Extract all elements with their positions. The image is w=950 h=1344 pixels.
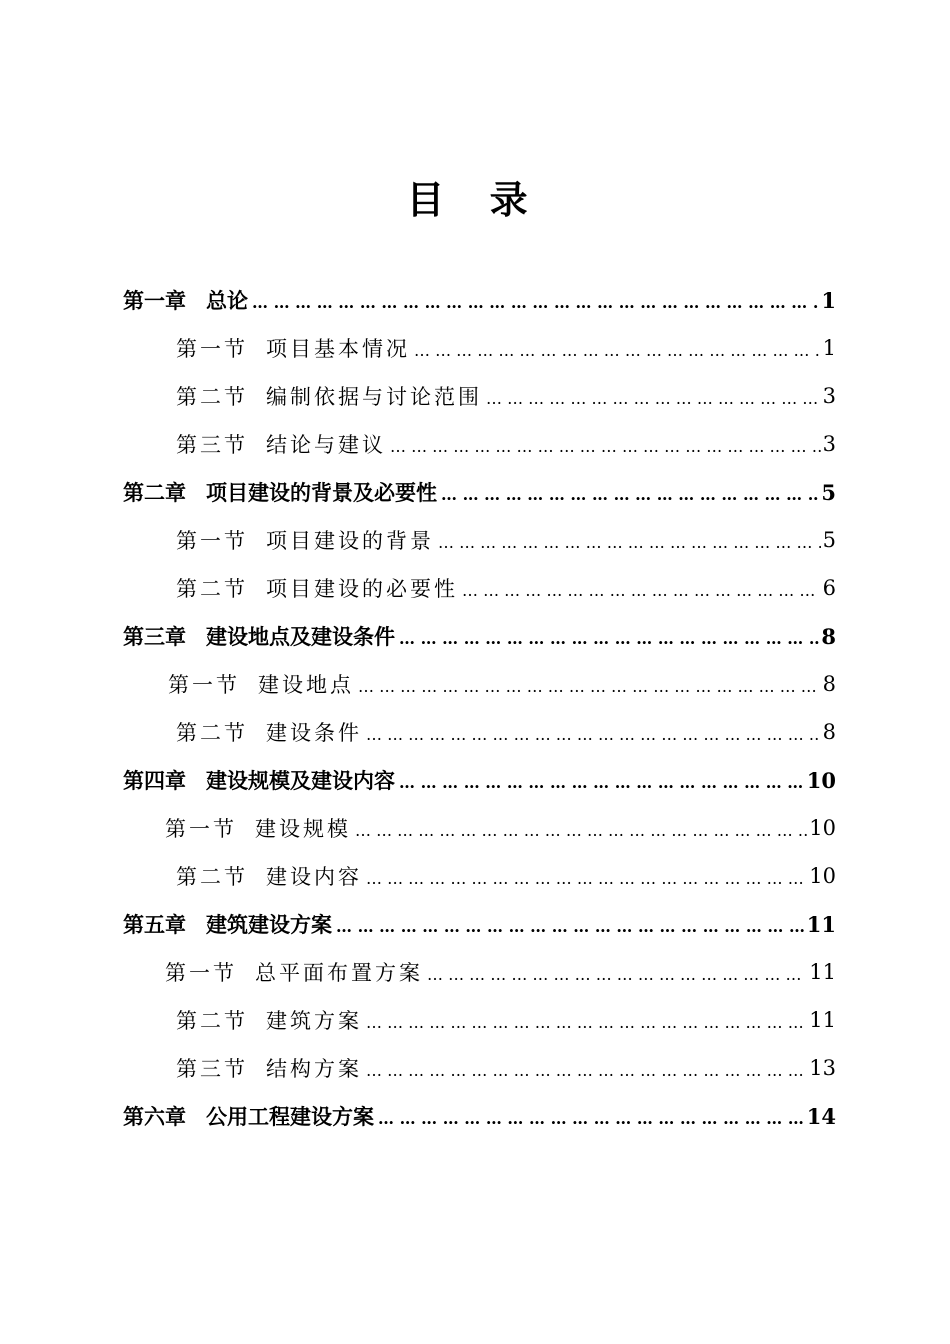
toc-entry-chapter-1[interactable] [0, 276, 950, 324]
toc-entry-section-5-1[interactable] [0, 948, 950, 996]
toc-entry-page: 11 [809, 960, 836, 984]
dot-leader [390, 439, 821, 455]
toc-entry-number: 第四章 [123, 768, 186, 793]
toc-entry-page: 5 [821, 479, 836, 505]
toc-entry-section-5-2[interactable] [0, 996, 950, 1044]
page-title: 目 录 [406, 178, 544, 222]
toc-entry-number: 第一节 [176, 529, 248, 553]
toc-entry-number: 第二节 [176, 577, 248, 601]
dot-leader [427, 967, 807, 983]
dot-leader [366, 1063, 807, 1079]
toc-entry-page: 3 [822, 432, 836, 456]
dot-leader [366, 1015, 807, 1031]
toc-entry-chapter-4[interactable] [0, 756, 950, 804]
toc-entry-title: 结构方案 [266, 1057, 362, 1081]
toc-entry-section-3-1[interactable] [0, 660, 950, 708]
toc-entry-section-4-2[interactable] [0, 852, 950, 900]
toc-entry-section-4-1[interactable] [0, 804, 950, 852]
toc-entry-number: 第二节 [176, 1009, 248, 1033]
toc-entry-page: 13 [809, 1056, 836, 1080]
toc-entry-section-1-2[interactable] [0, 372, 950, 420]
toc-entry-chapter-5[interactable] [0, 900, 950, 948]
toc-entry-title: 公用工程建设方案 [206, 1104, 374, 1129]
toc-entry-number: 第三章 [123, 624, 186, 649]
toc-entry-section-1-1[interactable] [0, 324, 950, 372]
toc-entry-number: 第一节 [165, 961, 237, 985]
toc-entry-section-5-3[interactable] [0, 1044, 950, 1092]
dot-leader [378, 1111, 805, 1127]
toc-entry-number: 第三节 [176, 433, 248, 457]
toc-entry-page: 10 [809, 864, 836, 888]
dot-leader [399, 775, 805, 791]
toc-entry-number: 第二节 [176, 721, 248, 745]
dot-leader [414, 343, 821, 359]
toc-entry-title: 项目基本情况 [266, 337, 410, 361]
toc-entry-number: 第二章 [123, 480, 186, 505]
toc-entry-page: 10 [806, 767, 836, 793]
toc-entry-page: 11 [806, 911, 836, 937]
toc-entry-number: 第一章 [123, 288, 186, 313]
toc-entry-title: 项目建设的背景 [266, 529, 434, 553]
dot-leader [462, 583, 821, 599]
toc-entry-page: 8 [821, 623, 836, 649]
dot-leader [399, 631, 819, 647]
toc-entry-page: 6 [822, 576, 836, 600]
toc-entry-page: 10 [809, 816, 836, 840]
dot-leader [336, 919, 805, 935]
toc-entry-title: 建设内容 [266, 865, 362, 889]
toc-entry-page: 3 [822, 384, 836, 408]
toc-entry-number: 第五章 [123, 912, 186, 937]
toc-entry-title: 项目建设的必要性 [266, 577, 458, 601]
toc-entry-title: 建筑方案 [266, 1009, 362, 1033]
toc-entry-number: 第一节 [176, 337, 248, 361]
toc-entry-number: 第六章 [123, 1104, 186, 1129]
toc-entry-page: 8 [822, 672, 836, 696]
dot-leader [366, 727, 821, 743]
toc-entry-section-2-2[interactable] [0, 564, 950, 612]
toc-entry-number: 第一节 [168, 673, 240, 697]
toc-entry-number: 第一节 [165, 817, 237, 841]
toc-entry-chapter-3[interactable] [0, 612, 950, 660]
toc-entry-section-3-2[interactable] [0, 708, 950, 756]
dot-leader [441, 487, 819, 503]
toc-entry-number: 第三节 [176, 1057, 248, 1081]
table-of-contents [0, 276, 950, 1140]
toc-entry-page: 1 [821, 287, 836, 313]
toc-entry-title: 项目建设的背景及必要性 [206, 480, 437, 505]
toc-entry-chapter-6[interactable] [0, 1092, 950, 1140]
toc-entry-title: 结论与建议 [266, 433, 386, 457]
toc-entry-title: 建设条件 [266, 721, 362, 745]
toc-entry-page: 14 [806, 1103, 836, 1129]
toc-entry-title: 建设地点及建设条件 [206, 624, 395, 649]
dot-leader [358, 679, 821, 695]
toc-entry-title: 建设规模 [255, 817, 351, 841]
toc-entry-page: 11 [809, 1008, 836, 1032]
toc-entry-page: 1 [822, 336, 836, 360]
toc-entry-title: 编制依据与讨论范围 [266, 385, 482, 409]
dot-leader [252, 295, 819, 311]
toc-entry-page: 8 [822, 720, 836, 744]
toc-entry-section-2-1[interactable] [0, 516, 950, 564]
toc-entry-title: 建设地点 [258, 673, 354, 697]
toc-entry-section-1-3[interactable] [0, 420, 950, 468]
dot-leader [486, 391, 821, 407]
dot-leader [438, 535, 821, 551]
toc-entry-title: 总论 [206, 288, 248, 313]
toc-entry-title: 建设规模及建设内容 [206, 768, 395, 793]
toc-entry-title: 总平面布置方案 [255, 961, 423, 985]
dot-leader [366, 871, 807, 887]
toc-entry-number: 第二节 [176, 385, 248, 409]
dot-leader [355, 823, 807, 839]
toc-entry-title: 建筑建设方案 [206, 912, 332, 937]
toc-entry-number: 第二节 [176, 865, 248, 889]
toc-entry-chapter-2[interactable] [0, 468, 950, 516]
toc-entry-page: 5 [822, 528, 836, 552]
